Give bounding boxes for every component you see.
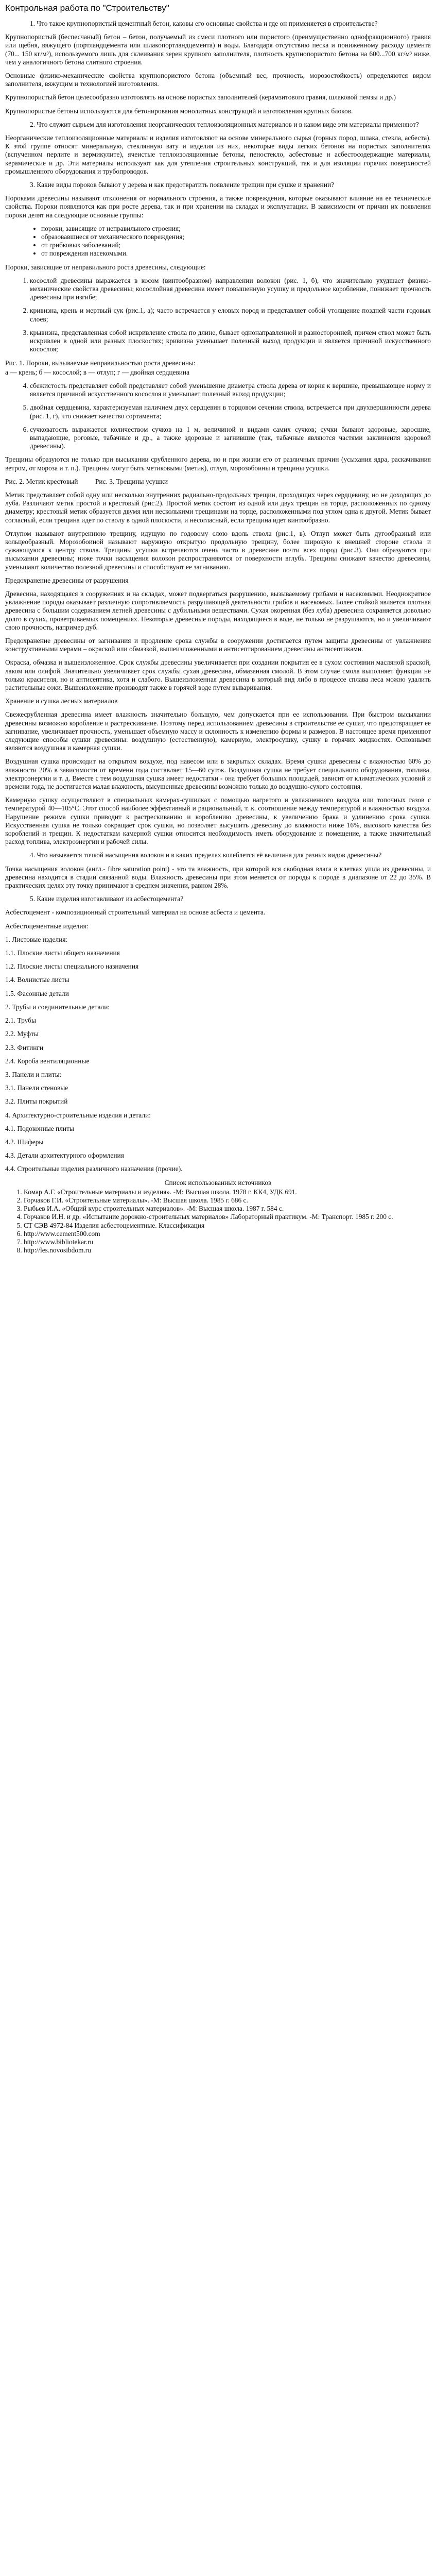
figure-caption: Рис. 1. Пороки, вызываемые неправильностью роста древесины: [5,359,196,367]
document-page [0,0,436,1261]
paragraph: Предохранение древесины от загнивания и продление срока службы в сооружении достигается путем защиты древесины от увлажнения конструктивными мерами – окраской или обмазкой, вышеизложенными и антисептированием древесины антисептиками. [5,636,431,653]
list-item: 4.2. Шиферы [5,1138,44,1146]
list-item: 2. кривизна, крень и мертвый сук (рис.1, а); часто встречается у еловых пород и представляет собой утолщение поздней части годовых слоев; [30,307,431,323]
paragraph: Асбестоцементные изделия: [5,922,89,930]
paragraph: Асбестоцемент - композиционный строительный материал на основе асбеста и цемента. [5,908,266,917]
question-4: 4. Что называется точкой насыщения волокон и в каких пределах колеблется её величина для разных видов древесины? [30,851,382,859]
sources-heading: Список использованных источников [164,1178,272,1187]
list-item: 2.2. Муфты [5,1030,39,1038]
list-item: 1. Листовые изделия: [5,935,68,943]
list-item: 3.1. Панели стеновые [5,1084,68,1092]
figure-caption: Рис. 2. Метик крестовый Рис. 3. Трещины усушки [5,477,168,485]
asbestos-products-list [5,936,431,1174]
list-item: 4.4. Строительные изделия различного назначения (прочие). [5,1165,183,1173]
list-item: 1.2. Плоские листы специального назначения [5,962,139,971]
paragraph: Неорганические теплоизоляционные материалы и изделия изготовляют на основе минерального сырья (горных пород, шлака, стекла, асбеста). К этой группе относят минеральную, стеклянную вату и изделия из них, некоторые виды легких бетонов на пористых заполнителях (вспученном перлите и вермикулите), ячеистые теплоизоляционные бетоны, пеностекло, асбестовые и асбестосодержащие материалы, керамические и др. Эти материалы используют как для утепления строительных конструкций, так и для изоляции горячих поверхностей промышленного оборудования и трубопроводов. [5,134,431,175]
question-5: 5. Какие изделия изготавливают из асбестоцемента? [30,895,184,903]
list-item: 1.1. Плоские листы общего назначения [5,949,120,957]
sources-list [5,1188,431,1255]
question-2: 2. Что служит сырьем для изготовления неорганических теплоизоляционных материалов и в каком виде эти материалы применяют? [30,120,419,128]
growth-defects-list-continued [5,382,431,450]
list-item: 1.5. Фасонные детали [5,989,69,997]
defect-groups-list [5,225,431,258]
list-item: 3. Панели и плиты: [5,1070,62,1078]
list-item: 2. Трубы и соединительные детали: [5,1003,110,1011]
list-item: 1.4. Волнистые листы [5,976,69,984]
list-item: 2.3. Фитинги [5,1043,44,1052]
question-3: 3. Какие виды пороков бывают у дерева и как предотвратить появление трещин при сушке и хранении? [30,181,335,189]
source-link[interactable]: 8. http://les.novosibdom.ru [24,1246,431,1255]
list-item: 4.3. Детали архитектурного оформления [5,1151,124,1160]
source-link[interactable]: 7. http://www.bibliotekar.ru [24,1238,431,1246]
list-item: 4. сбежистость представляет собой представляет собой уменьшение диаметра ствола дерева от корня к вершине, превышающее норму и является причиной искусственного косослоя и уменьшает полезный выход продукции; [30,382,431,398]
question-1: 1. Что такое крупнопористый цементный бетон, каковы его основные свойства и где он применяется в строительстве? [30,20,378,27]
paragraph: Основные физико-механические свойства крупнопористого бетона (объемный вес, прочность, морозостойкость) определяются видом заполнителя, вяжущим и технологией изготовления. [5,72,431,88]
list-item: 5. двойная сердцевина, характеризуемая наличием двух сердцевин в торцовом сечении ствола, встречается при двухвершинности дерева (рис. 1, г), что снижает качество сортамента; [30,403,431,420]
paragraph: Воздушная сушка происходит на открытом воздухе, под навесом или в закрытых складах. Время сушки древесины с влажностью 60% до влажности 20% в зависимости от времени года составляет 15—60 суток. Воздушная сушка не требует специального оборудования, топлива, электроэнергии и т. д. Вместе с тем воздушная сушка имеет недостатки - она требует больших площадей, зависит от климатических условий и времени года, не достигается малая влажность, высушенные древесины возможно только до воздушно-сухого состояния. [5,757,431,791]
paragraph: Окраска, обмазка и вышеизложенное. Срок службы древесины увеличивается при создании покрытия ее в сухом состоянии масляной краской, лаком или олифой. Значительно увеличивает срок службы сухая древесина, обмазанная смолой. В этом случае смола выполняет функции не только красителя, но и антисептика, хотя и слабого. Вышеизложенная древесина в который вид либо в процессе сплава леса можно удалить растительные соки. Вышеизложение производят также в горячей воде путем вываривания. [5,658,431,691]
paragraph: Крупнопористый (беспесчаный) бетон – бетон, получаемый из смеси плотного или пористого (преимущественно однофракционного) гравия или щебня, вяжущего (портландцемента или шлакопортландцемента) и воды. Благодаря отсутствию песка и пониженному расходу цемента (70... 150 кг/м³), используемого лишь для склеивания зерен крупного заполнителя, плотность крупнопористого бетона на 600...700 кг/м³ ниже, чем у аналогичного бетона слитного строения. [5,33,431,66]
source-item: 3. Рыбьев И.А. «Общий курс строительных материалов». -М: Высшая школа. 1987 г. 584 с. [24,1205,431,1213]
list-item: 6. сучковатость выражается количеством сучков на 1 м, величиной и видами самих сучков; сучки бывают здоровые, заросшие, выпадающие, роговые, табачные и др., а также здоровые и загнившие (так, табачные являются частями заклинения здоровой древесины). [30,426,431,451]
list-item: • пороки, зависящие от неправильного строения; [41,225,431,233]
paragraph: Крупнопористый бетон целесообразно изготовлять на основе пористых заполнителей (керамзитового гравия, шлаковой пемзы и др.) [5,93,396,101]
page-title: Контрольная работа по "Строительству" [5,3,169,13]
list-item: 3. крывизна, представленная собой искривление ствола по длине, бывает однонаправленной и разносторонней, причем ствол может быть искривлен в одной или разных плоскостях; кривизна уменьшает полезный выход продукции и является причиной искусственного косослоя; [30,329,431,354]
source-item: 2. Горчаков Г.И. «Строительные материалы». -М: Высшая школа. 1985 г. 686 с. [24,1196,431,1205]
source-link[interactable]: 6. http://www.cement500.com [24,1230,431,1238]
paragraph: Камерную сушку осуществляют в специальных камерах-сушилках с помощью нагретого и увлажненного воздуха или топочных газов с температурой 40—105°С. Этот способ наиболее эффективный и рациональный, т. к. соотношение между температурой и влажностью воздуха. Нарушение режима сушки приводит к растрескиванию и короблению древесины, к увеличению брака и удлинению срока сушки. Искусственная сушка не только сокращает срок сушки, но позволяет высушить древесину до влажности ниже 16%, высокого качества без короблений и трещин. К недостаткам камерной сушки относится необходимость иметь оборудование и помещение, а также значительный расход топлива, электроэнергии и рабочей силы. [5,796,431,846]
list-item: 1. косослой древесины выражается в косом (винтообразном) направлении волокон (рис. 1, б), что значительно ухудшает физико-механические свойства древесины; косослойная древесина имеет повышенную усушку и продольное коробление, понижает прочность древесины при изгибе; [30,277,431,302]
list-item: 4. Архитектурно-строительные изделия и детали: [5,1111,151,1119]
source-item: 4. Горчаков И.Н. и др. «Испытание дорожно-строительных материалов» Лабораторный практикум. -М: Транспорт. 1985 г. 200 с. [24,1213,431,1221]
paragraph: Трещины образуются не только при высыхании срубленного дерева, но и при жизни его от различных причин (усыхания ядра, раскачивания ветром, от мороза и т. п.). Трещины могут быть метиковыми (метик), отлуп, морозобоины и трещины усушки. [5,455,431,472]
list-item: 3.2. Плиты покрытий [5,1097,68,1106]
paragraph: Свежесрубленная древесина имеет влажность значительно большую, чем допускается при ее использовании. При быстром высыхании древесины возможно коробление и растрескивание. Поэтому перед использованием древесины в строительстве ее сушат, что предотвращает ее загнивание, увеличивает прочность, уменьшает объемную массу и склонность к изменению формы и размеров. В настоящее время применяют следующие способы сушки древесины: воздушную (естественную), камерную, электросушку, сушку в горячих жидкостях. Основными являются воздушная и камерная сушки. [5,710,431,752]
paragraph: Пороки, зависящие от неправильного роста древесины, следующие: [5,263,206,271]
paragraph: Метик представляет собой одну или несколько внутренних радиально-продольных трещин, проходящих через сердцевину, но не доходящих до луба. Различают метик простой и крестовый (рис.2). Простой метик состоит из одной или двух трещин на торце, расположенных по одному диаметру; крестовый метик образуется двумя или несколькими трещинами на торце, расположенными под углом одна к другой. Метик бывает согласный, если трещина идет по стволу в одной плоскости, и несогласный, если трещина идет винтообразно. [5,490,431,524]
subheading: Хранение и сушка лесных материалов [5,697,118,705]
subheading: Предохранение древесины от разрушения [5,576,129,584]
paragraph: Отлупом называют внутреннюю трещину, идущую по годовому слою вдоль ствола (рис.1, в). Отлуп может быть дугообразный или кольцеобразный. Морозобоиной называют наружную открытую продольную трещину, более широкую к внешней стороне ствола и сужающуюся к центру ствола. Трещины усушки встречаются очень часто в древесине почти всех пород (рис.3). Они образуются при высыхании древесины; ниже точки насыщения волокон распространяются от поверхности вглубь. Трещины снижают качество древесины, уменьшают количество полезной древесины и способствуют ее загниванию. [5,529,431,571]
source-item: 1. Комар А.Г. «Строительные материалы и изделия». -М: Высшая школа. 1978 г. КК4, УДК 691. [24,1188,431,1196]
source-item: 5. СТ СЭВ 4972-84 Изделия асбестоцементные. Классификация [24,1222,431,1230]
paragraph: Точка насыщения волокон (англ.- fibre saturation point) - это та влажность, при которой вся свободная влага в клетках ушла из древесины, и древесина находится в стадии связанной воды. Влажность древесины при этом меняется от породы к породе в диапазоне от 22 до 35%. В практических целях эту точку принимают в среднем значении, равном 28%. [5,865,431,890]
paragraph: Пороками древесины называют отклонения от нормального строения, а также повреждения, которые оказывают влияние на ее технические свойства. Пороки появляются как при росте дерева, так и при хранении на складах и эксплуатации. В зависимости от причин их появления пороки делят на следующие основные группы: [5,194,431,219]
list-item: • образовавшиеся от механического повреждения; [41,233,431,241]
list-item: 4.1. Подоконные плиты [5,1124,74,1132]
list-item: 2.4. Короба вентиляционные [5,1057,90,1065]
figure-caption: а — крень; б — косослой; в — отлуп; г — двойная сердцевина [5,368,190,376]
growth-defects-list [5,277,431,354]
paragraph: Древесина, находящаяся в сооружениях и на складах, может подвергаться разрушению, вызываемому грибами и насекомыми. Неоднократное увлажнение породы оказывает различную сопротивляемость разрушающей деятельности грибов и насекомых. Более стойкой является плотная древесина с большим содержанием летней древесины с дубильными веществами. Сухая окоренная (без луба) древесина сохраняется довольно долго в сухих, проветриваемых помещениях. Некоторые древесные породы, находящиеся в воде, не только не разрушаются, но и увеличивают свою прочность, например дуб. [5,589,431,631]
paragraph: Крупнопористые бетоны используются для бетонирования монолитных конструкций и изготовления крупных блоков. [5,107,353,115]
list-item: • от грибковых заболеваний; [41,241,431,249]
list-item: 2.1. Трубы [5,1016,36,1025]
list-item: • от повреждения насекомыми. [41,249,431,258]
